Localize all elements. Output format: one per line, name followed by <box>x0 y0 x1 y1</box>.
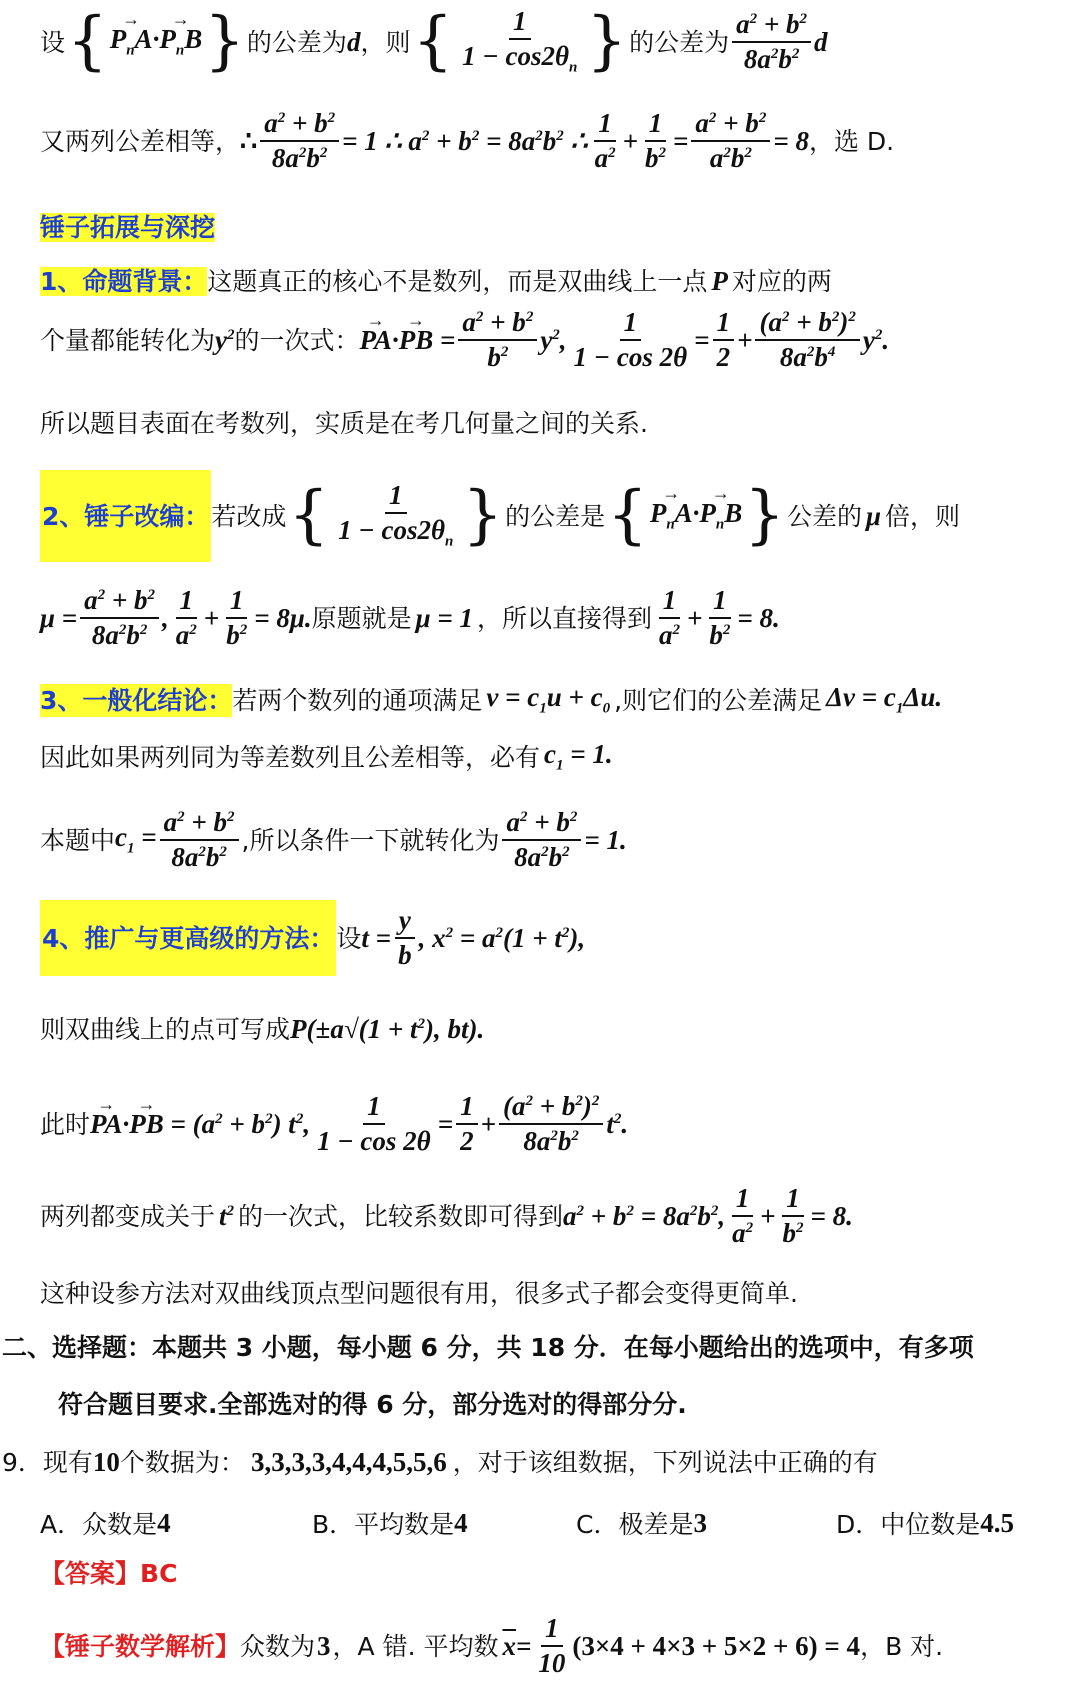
item-1-line-3: 所以题目表面在考数列，实质是在考几何量之间的关系. <box>40 408 648 438</box>
item-1-line-2: 个量都能转化为 $y^2$ 的一次式： → PA·→ PB = $\frac{a^2 + b^2}{b^2}$ $y^2$, $\frac{1}{1 - \cos 2\theta}$ = $\frac{1}{2}$ + $\frac{(a^2 + b^2)^2}{8a^2b^4}$ $y^2$. <box>40 310 1062 370</box>
option-d[interactable]: D． 中位数是 4.5 <box>836 1507 1015 1539</box>
item-4-line-3: 此时 → PA·→ PB = $(a^2 + b^2)$ $t^2$, $\frac{1}{1 - \cos 2\theta}$ = $\frac{1}{2}$ + $\frac{(a^2 + b^2)^2}{8a^2b^2}$ $t^2$. <box>40 1092 1062 1156</box>
analysis-line: 【锤子数学解析】 众数为 3 ，A 错. 平均数 $\overline{x}$ = $\frac{1}{10}$ (3×4 + 4×3 + 5×2 + 6) = 4 ，B 对. <box>40 1613 944 1678</box>
item-2-line-2: μ = $\frac{a^2 + b^2}{8a^2b^2}$ , $\frac{1}{a^2}$ + $\frac{1}{b^2}$ = 8μ. 原题就是 μ = 1 ，所以直接得到 $\frac{1}{a^2}$ + $\frac{1}{b^2}$ = 8. <box>40 585 780 650</box>
option-b[interactable]: B． 平均数是 4 <box>312 1507 468 1539</box>
item-3-line-2: 因此如果两列同为等差数列且公差相等，必有 $c_1 = 1$. <box>40 738 613 774</box>
vector-product: → $P_nA\cdot\to P_nB$ <box>110 26 202 58</box>
item-3-line-1: 3、一般化结论： 若两个数列的通项满足 $v = c_1u + c_0$ ,则它们的公差满足 $\Delta v = c_1\Delta u$. <box>40 681 943 717</box>
section-title: 锤子拓展与深挖 <box>40 212 216 242</box>
question-9: 9． 现有 10 个数据为： 3,3,3,3,4,4,4,5,5,6 ，对于该组数据，下列说法中正确的有 <box>2 1446 878 1477</box>
option-c[interactable]: C． 极差是 3 <box>576 1507 707 1539</box>
section-2-line-1: 二、选择题：本题共 3 小题，每小题 6 分，共 18 分．在每小题给出的选项中，有多项 <box>2 1332 974 1362</box>
item-1-line-1: 1、命题背景： 这题真正的核心不是数列，而是双曲线上一点 P 对应的两 <box>40 265 832 296</box>
item-2-line-1: 2、锤子改编： 若改成 { $\frac{1}{1 - \cos 2\theta_n}$ } 的公差是 { → $P_nA\cdot\to P_nB$ } 公差的 μ 倍，则 <box>40 470 1062 562</box>
item-4-line-1: 4、推广与更高级的方法： 设 t = $\frac{y}{b}$ , $x^2 = a^2(1 + t^2)$, <box>40 900 1062 976</box>
line-2: 又两列公差相等， ∴ $\frac{a^2 + b^2}{8a^2b^2}$ = 1 ∴ $a^2 + b^2 = 8a^2b^2$ ∴ $\frac{1}{a^2}$ + $\frac{1}{b^2}$ = $\frac{a^2 + b^2}{a^2b^2}$ = 8 ，选 D. <box>40 108 895 173</box>
section-2-line-2: 符合题目要求.全部选对的得 6 分，部分选对的得部分分. <box>58 1389 687 1419</box>
option-a[interactable]: A． 众数是 4 <box>40 1507 171 1539</box>
answer-line: 【答案】 BC <box>40 1558 178 1588</box>
item-4-line-2: 则双曲线上的点可写成 $P(\pm a√(1 + t^2)$, bt). <box>40 1013 485 1044</box>
item-3-line-3: 本题中 $c_1$ = $\frac{a^2 + b^2}{8a^2b^2}$ ,所以条件一下就转化为 $\frac{a^2 + b^2}{8a^2b^2}$ = 1. <box>40 807 627 872</box>
item-4-line-4: 两列都变成关于 $t^2$ 的一次式，比较系数即可得到 $a^2 + b^2 = 8a^2b^2$, $\frac{1}{a^2}$ + $\frac{1}{b^2}$ = 8. <box>40 1183 853 1248</box>
line-1: 设 { → $P_nA\cdot\to P_nB$ } 的公差为 d ，则 { $\frac{1}{1 - \cos 2\theta_n}$ } 的公差为 $\frac{a^2 + b^2}{8a^2b^2}$ d <box>40 14 1062 70</box>
item-4-line-5: 这种设参方法对双曲线顶点型问题很有用，很多式子都会变得更简单. <box>40 1278 798 1308</box>
